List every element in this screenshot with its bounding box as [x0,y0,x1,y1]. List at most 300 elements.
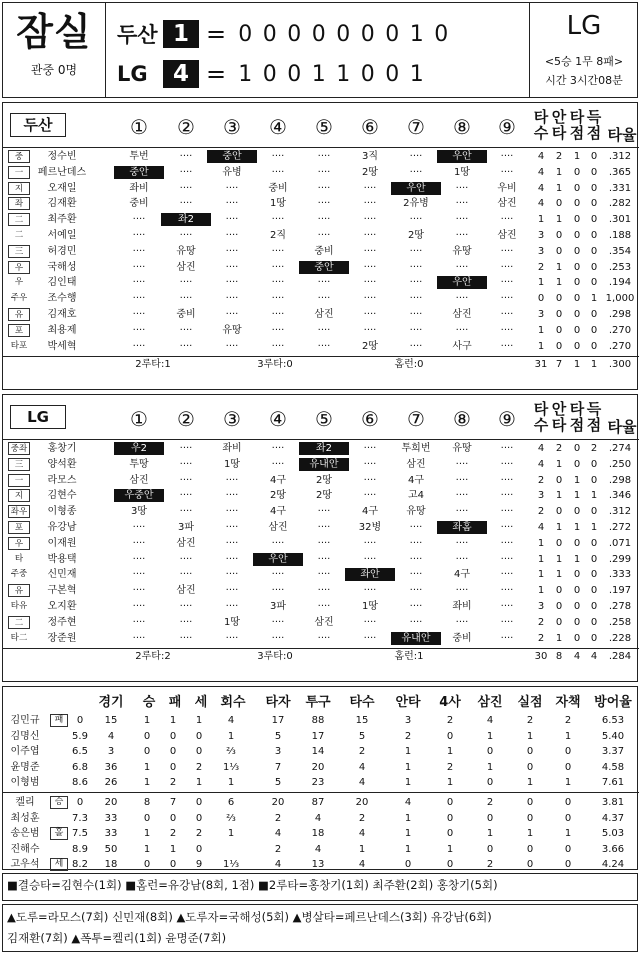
player-stat: 3 [537,490,545,502]
stat-header-bottom: 타 [551,124,567,142]
at-bat-result: 삼진 [497,198,517,210]
position: 중 [8,150,30,163]
player-stat: 1 [537,340,545,352]
inning-header: ④ [269,115,287,139]
position: 지 [8,182,30,195]
player-stat: 0 [590,506,598,518]
player-stat: .258 [608,616,632,628]
pitcher-stat: 4.58 [601,761,625,773]
team-total: 31 [534,359,548,371]
player-stat: 1 [590,522,598,533]
at-bat-result: ···· [132,245,146,257]
at-bat-result: 2땅 [315,490,333,502]
at-bat-result: ···· [271,458,285,470]
player-stat: .346 [608,490,632,502]
stat-header-top: 득 [586,400,602,418]
at-bat-result: 4구 [407,474,425,486]
pitcher-stat: 1 [143,715,151,726]
pitcher-stat: 2 [404,730,412,742]
pitching-header: 승 [142,695,156,710]
pitcher-stat: 8 [143,797,151,808]
inning-run: 0 [287,61,302,87]
at-bat-result: ···· [271,616,285,628]
at-bat-result: ···· [500,474,514,486]
at-bat-result: 4구 [269,474,287,486]
team-total: 30 [534,651,548,663]
inning-header: ② [177,115,195,139]
doubles-total: 2루타:2 [135,651,171,663]
pitcher-stat: 3.66 [601,843,625,855]
at-bat-result: ···· [500,324,514,336]
player-stat: 1 [573,553,581,565]
pitcher-stat: 7 [274,761,282,773]
position: 一 [8,474,30,487]
player-row [3,307,639,323]
pitcher-row [3,826,639,842]
pitcher-stat: 18 [104,859,118,871]
player-row [3,599,639,615]
at-bat-result: ···· [500,506,514,518]
stat-header-bottom: 점 [586,416,602,434]
pitcher-stat: 0 [446,812,454,824]
pitcher-stat: 0 [76,715,84,726]
player-stat: 1 [590,490,598,502]
at-bat-result: ···· [317,277,331,289]
player-name: 이형종 [47,506,77,518]
at-bat-result: ···· [179,616,193,628]
pitcher-stat: 1 [143,777,151,789]
pitching-header: 타자 [265,695,291,710]
pitcher-decision: 홀 [50,827,68,840]
player-row [3,488,639,504]
at-bat-result: ···· [179,474,193,486]
player-stat: .298 [608,474,632,486]
player-stat: .312 [608,151,632,162]
stat-header [550,401,568,433]
position: 三 [8,245,30,258]
pitcher-stat: 0 [526,797,534,808]
pitcher-stat: 1 [446,843,454,855]
player-stat: 4 [537,458,545,470]
at-bat-result: ···· [271,632,285,644]
stat-header [585,109,603,141]
inning-header: ⑦ [407,407,425,431]
player-row [3,567,639,583]
pitcher-stat: 4 [227,715,235,726]
at-bat-result: ···· [363,585,377,597]
at-bat-result: ···· [500,522,514,533]
pitcher-name: 이형범 [10,777,40,789]
at-bat-result: ···· [455,324,469,336]
pitcher-stat: 33 [104,812,118,824]
at-bat-result: ···· [500,261,514,273]
pitching-header: 타수 [349,695,375,710]
at-bat-result: ···· [317,601,331,612]
at-bat-result: ···· [225,214,239,226]
pitching-header: 실점 [517,695,543,710]
pitcher-stat: 2 [169,777,177,789]
doosan-batting-box [2,102,638,390]
at-bat-result: ···· [271,585,285,597]
player-row [3,615,639,631]
player-stat: 0 [573,537,581,549]
player-name: 유강남 [47,522,77,533]
at-bat-result: 우안 [253,553,303,566]
at-bat-result: 1땅 [361,601,379,612]
pitcher-stat: 87 [311,797,325,808]
player-stat: 1 [555,522,563,533]
pitcher-stat: 2 [446,715,454,726]
at-bat-result: ···· [363,293,377,305]
pitcher-name: 송은범 [10,828,40,840]
player-stat: .331 [608,182,632,194]
at-bat-result: ···· [500,490,514,502]
inning-header: ⑥ [361,115,379,139]
position: 주우 [10,293,28,304]
pitcher-stat: 0 [564,797,572,808]
score-row [117,17,454,51]
at-bat-result: ···· [225,474,239,486]
at-bat-result: ···· [317,585,331,597]
summary-row [3,356,639,371]
pitcher-decision: 패 [50,714,68,727]
player-stat: .354 [608,245,632,257]
at-bat-result: ···· [317,151,331,162]
pitcher-stat: 20 [311,761,325,773]
at-bat-result: 유내안 [299,458,349,471]
inning-header: ① [130,407,148,431]
team-total: .300 [608,359,632,371]
at-bat-result: ···· [455,553,469,565]
player-stat: .253 [608,261,632,273]
player-stat: 0 [573,569,581,581]
inning-run: 0 [262,21,277,47]
at-bat-result: ···· [225,293,239,305]
at-bat-result: 삼진 [452,309,472,320]
inning-header: ① [130,115,148,139]
player-stat: 0 [590,182,598,194]
player-row [3,631,639,647]
stat-header-bottom: 수 [533,124,549,142]
score-innings [233,62,454,87]
player-row [3,275,639,291]
at-bat-result: ···· [179,151,193,162]
pitching-header: 자책 [555,695,581,710]
pitcher-stat: 3 [274,746,282,758]
pitcher-name: 켈리 [15,797,35,808]
pitcher-stat: 0 [169,746,177,758]
team-total: 1 [573,359,581,371]
pitcher-stat: 0 [526,843,534,855]
player-stat: 0 [590,245,598,257]
at-bat-result: 좌비 [222,443,242,454]
at-bat-result: ···· [455,182,469,194]
player-stat: 1 [537,569,545,581]
player-stat: 1 [555,553,563,565]
notes-line-1: ■결승타=김현수(1회) ■홈런=유강남(8회, 1점) ■2루타=홍창기(1회) 최주환(2회) 홍창기(5회) [7,878,498,892]
inning-header: ⑦ [407,115,425,139]
pitcher-name: 김명신 [10,730,40,742]
at-bat-result: ···· [363,324,377,336]
at-bat-result: 유땅 [452,245,472,257]
at-bat-result: 삼진 [406,458,426,470]
at-bat-result: ···· [179,569,193,581]
player-stat: 0 [590,166,598,178]
inning-run: 1 [409,21,424,47]
position: 우 [8,537,30,550]
pitcher-name: 김민규 [10,715,40,726]
position: 타二 [10,632,28,643]
player-stat: 1 [555,166,563,178]
player-name: 장준원 [47,632,77,644]
at-bat-result: ···· [179,632,193,644]
pitching-header: 삼진 [477,695,503,710]
player-stat: 4 [537,166,545,178]
at-bat-result: ···· [363,230,377,241]
at-bat-result: ···· [225,309,239,320]
player-stat: 0 [590,537,598,549]
player-stat: .301 [608,214,632,226]
game-time: 시간 3시간08분 [545,74,623,87]
at-bat-result: ···· [132,230,146,241]
at-bat-result: ···· [455,214,469,226]
player-stat: 1 [555,214,563,226]
pitcher-stat: 4 [358,828,366,840]
at-bat-result: ···· [363,553,377,565]
pitcher-stat: 0 [404,859,412,871]
pitcher-stat: 0 [195,812,203,824]
pitcher-stat: 2 [564,715,572,726]
position: 三 [8,458,30,471]
at-bat-result: ···· [132,522,146,533]
score-team: 두산 [117,23,158,47]
at-bat-result: 1땅 [223,458,241,470]
pitcher-stat: 14 [311,746,325,758]
at-bat-result: ···· [225,230,239,241]
at-bat-result: 삼진 [497,230,517,241]
pitcher-stat: 0 [486,777,494,789]
pitcher-stat: 3.81 [601,797,625,808]
at-bat-result: 좌2 [161,213,211,226]
winner-team: LG [566,11,602,41]
at-bat-result: ···· [500,277,514,289]
pitcher-stat: 1 [404,812,412,824]
stat-header-top: 타 [533,108,549,126]
player-stat: 1 [537,324,545,336]
at-bat-result: ···· [409,151,423,162]
pitcher-stat: 8.9 [72,843,88,855]
at-bat-result: ···· [409,261,423,273]
player-row [3,165,639,181]
divider [3,147,639,148]
score-equals: = [205,60,227,88]
at-bat-result: ···· [455,230,469,241]
at-bat-result: ···· [455,616,469,628]
pitcher-stat: 6.53 [601,715,625,726]
at-bat-result: 투희번 [401,443,431,454]
at-bat-result: 중안 [299,261,349,274]
player-row [3,504,639,520]
at-bat-result: ···· [179,324,193,336]
player-stat: 2 [537,261,545,273]
at-bat-result: 4구 [269,506,287,518]
player-name: 구본혁 [47,585,77,597]
stat-header-bottom: 수 [533,416,549,434]
pitcher-stat: 5.9 [72,730,88,742]
notes-line-3: 김재환(7회) ▲폭투=켈리(1회) 윤명준(7회) [7,931,227,945]
position: 좌우 [8,505,30,518]
pitcher-stat: 7.5 [72,828,88,840]
player-row [3,260,639,276]
at-bat-result: 2땅 [269,490,287,502]
player-stat: 0 [573,293,581,305]
player-name: 최용제 [47,324,77,336]
pitcher-stat: 0 [195,797,203,808]
player-stat: 4 [537,443,545,454]
at-bat-result: ···· [179,277,193,289]
player-name: 조수행 [47,293,77,305]
homerun-total: 홈런:0 [394,359,424,371]
at-bat-result: ···· [132,632,146,644]
at-bat-result: 중비 [268,182,288,194]
at-bat-result: ···· [317,324,331,336]
pitcher-stat: 1 [227,828,235,840]
stat-header-bottom: 타 [551,416,567,434]
player-name: 라모스 [47,474,77,486]
at-bat-result: ···· [225,261,239,273]
player-name: 오지환 [47,601,77,612]
inning-run: 0 [311,21,326,47]
stat-header [550,109,568,141]
pitcher-stat: 6.5 [72,746,88,758]
player-name: 김인태 [47,277,77,289]
inning-header: ⑤ [315,407,333,431]
pitcher-stat: 1 [227,777,235,789]
pitcher-decision: 세 [50,858,68,871]
at-bat-result: ···· [363,490,377,502]
pitching-header: 투구 [305,695,331,710]
pitcher-stat: 4 [358,777,366,789]
pitcher-stat: 33 [104,828,118,840]
at-bat-result: ···· [132,261,146,273]
pitcher-stat: 4.37 [601,812,625,824]
player-stat: 2 [590,443,598,454]
player-name: 홍창기 [47,443,77,454]
at-bat-result: ···· [409,166,423,178]
at-bat-result: 좌2 [299,442,349,455]
at-bat-result: ···· [317,632,331,644]
inning-header: ③ [223,115,241,139]
at-bat-result: ···· [409,214,423,226]
pitcher-stat: 2 [358,812,366,824]
position: 유 [8,308,30,321]
player-stat: 1,000 [605,293,635,305]
at-bat-result: 3파 [269,601,287,612]
pitcher-stat: 3 [404,715,412,726]
inning-header: ⑤ [315,115,333,139]
position: 우 [8,261,30,274]
player-stat: 0 [590,553,598,565]
player-stat: 0 [555,324,563,336]
at-bat-result: 좌비 [452,601,472,612]
pitching-header: 패 [168,695,182,710]
player-row [3,520,639,536]
player-stat: 0 [573,166,581,178]
pitcher-stat: 1 [195,777,203,789]
player-name: 신민재 [47,569,77,581]
at-bat-result: ···· [225,506,239,518]
player-row [3,552,639,568]
at-bat-result: ···· [179,166,193,178]
at-bat-result: ···· [317,293,331,305]
player-row [3,457,639,473]
at-bat-result: ···· [363,443,377,454]
pitcher-stat: ⅔ [226,746,236,758]
player-stat: 3 [537,601,545,612]
at-bat-result: 1땅 [453,166,471,178]
at-bat-result: ···· [317,537,331,549]
player-row [3,441,639,457]
player-stat: 1 [537,537,545,549]
pitcher-stat: 1 [143,843,151,855]
pitcher-name: 고우석 [10,859,40,871]
at-bat-result: 1땅 [269,198,287,210]
at-bat-result: ···· [271,277,285,289]
pitcher-stat: 1 [169,715,177,726]
score-innings [233,22,454,47]
pitcher-stat: 2 [195,761,203,773]
pitcher-stat: 1 [486,761,494,773]
at-bat-result: ···· [363,616,377,628]
pitcher-stat: 3 [107,746,115,758]
team-total: 4 [573,651,581,663]
pitcher-stat: 2 [358,746,366,758]
pitcher-stat: 4 [404,797,412,808]
pitching-header: 세 [194,695,208,710]
at-bat-result: ···· [409,324,423,336]
at-bat-result: ···· [455,537,469,549]
at-bat-result: ···· [225,553,239,565]
player-stat: 2 [555,151,563,162]
at-bat-result: 유땅 [406,506,426,518]
pitcher-stat: 8.6 [72,777,88,789]
at-bat-result: ···· [225,601,239,612]
player-stat: 0 [590,616,598,628]
pitcher-stat: 2 [274,843,282,855]
pitcher-row [3,744,639,760]
pitcher-stat: 0 [564,843,572,855]
player-stat: 0 [573,340,581,352]
at-bat-result: ···· [317,230,331,241]
player-stat: 0 [573,230,581,241]
player-stat: 0 [573,261,581,273]
player-stat: 0 [590,458,598,470]
at-bat-result: ···· [179,293,193,305]
at-bat-result: 2직 [269,230,287,241]
pitching-header: 회수 [220,695,246,710]
player-name: 양석환 [47,458,77,470]
at-bat-result: ···· [409,277,423,289]
pitcher-stat: 20 [104,797,118,808]
at-bat-result: 유땅 [452,443,472,454]
at-bat-result: ···· [271,537,285,549]
at-bat-result: ···· [132,569,146,581]
player-row [3,149,639,165]
at-bat-result: 중비 [176,309,196,320]
player-row [3,339,639,355]
stat-header-top: 타 [533,400,549,418]
at-bat-result: ···· [500,585,514,597]
